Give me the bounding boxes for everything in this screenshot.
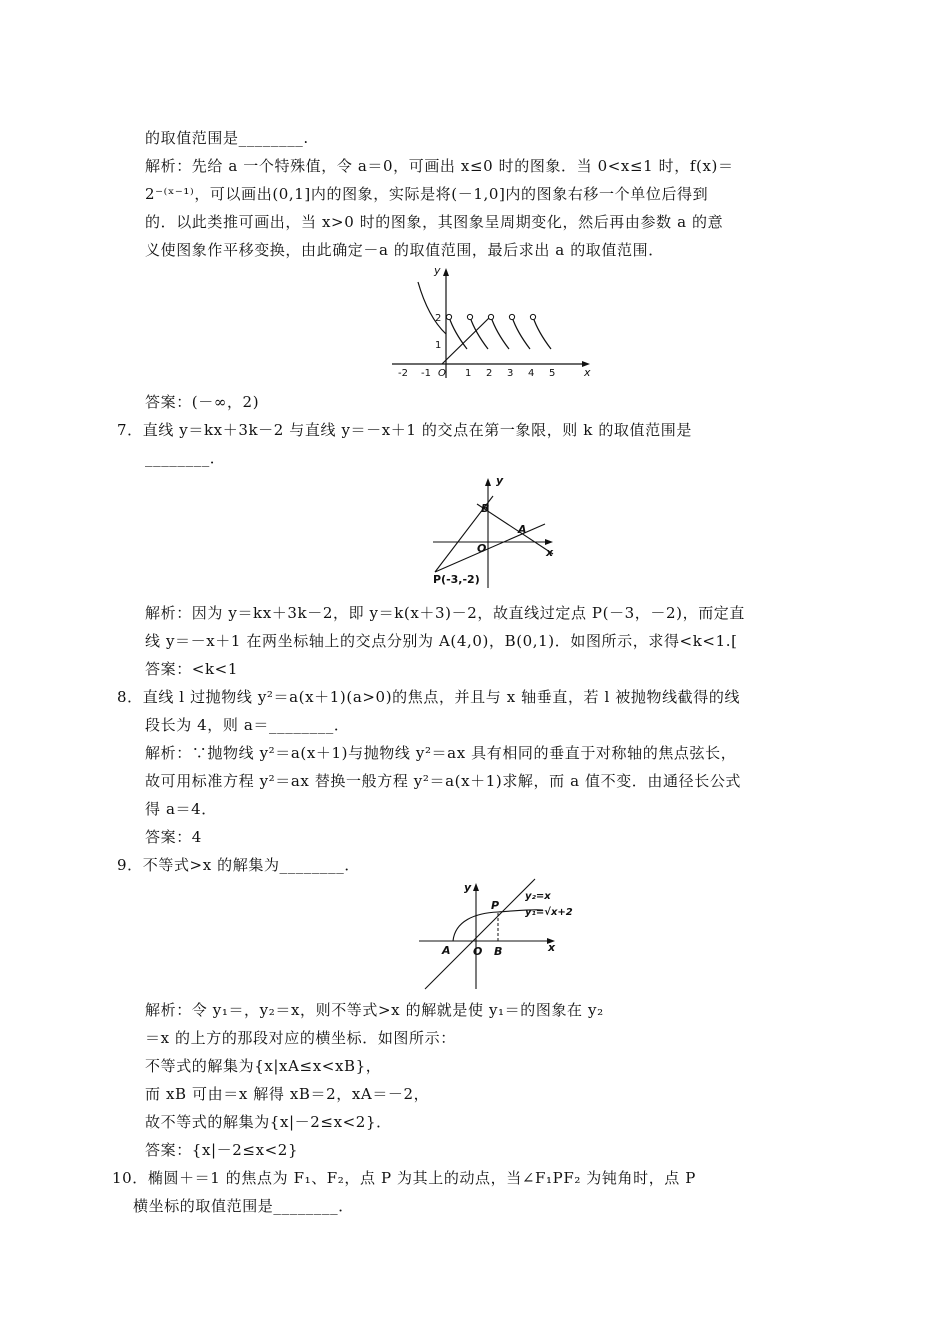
axis-label-x: x xyxy=(584,366,591,379)
x-axis-arrow xyxy=(545,539,553,545)
text-line: 解析：∵抛物线 y²＝a(x＋1)与抛物线 y²＝ax 具有相同的垂直于对称轴的焦点弦长， xyxy=(145,744,737,762)
text-line: 的取值范围是________. xyxy=(145,129,309,147)
text-line: 解析：因为 y＝kx＋3k－2，即 y＝k(x＋3)－2，故直线过定点 P(－3，－2)，而定直 xyxy=(145,604,746,622)
origin-label: O xyxy=(477,542,487,555)
line-y2 xyxy=(425,879,535,989)
text-line: 解析：先给 a 一个特殊值，令 a＝0，可画出 x≤0 时的图象．当 0<x≤1 时，f(x)＝ xyxy=(145,157,734,175)
text-line: 的．以此类推可画出，当 x>0 时的图象，其图象呈周期变化，然后再由参数 a 的意 xyxy=(145,213,724,231)
answer-line: 答案：<k<1 xyxy=(145,660,238,678)
figure-lines-intersection xyxy=(425,472,565,590)
curve-1 xyxy=(449,317,467,349)
open-point xyxy=(467,314,472,319)
y-axis-arrow xyxy=(485,478,491,486)
tick-label: 2 xyxy=(486,368,493,379)
tick-label: 5 xyxy=(549,368,556,379)
text-line: 2⁻⁽ˣ⁻¹⁾，可以画出(0,1]内的图象，实际是将(－1,0]内的图象右移一个单位后得到 xyxy=(145,185,709,203)
text-line: 而 xB 可由＝x 解得 xB＝2，xA＝－2， xyxy=(145,1085,430,1103)
figure-periodic-graph xyxy=(390,262,600,380)
point-label-B: B xyxy=(481,502,490,515)
curve-4 xyxy=(512,317,530,349)
point-label-P: P xyxy=(491,899,500,912)
line-through-A xyxy=(435,524,545,572)
curve-5 xyxy=(533,317,551,349)
axis-label-x: x xyxy=(546,546,554,559)
curve-3 xyxy=(491,317,509,349)
point-label-P: P(-3,-2) xyxy=(433,573,480,586)
tick-label: 3 xyxy=(507,368,514,379)
text-line: 段长为 4，则 a＝________． xyxy=(145,716,350,734)
question-8: 8．直线 l 过抛物线 y²＝a(x＋1)(a>0)的焦点，并且与 x 轴垂直，若 l 被抛物线截得的线 xyxy=(117,688,741,706)
tick-label: 1 xyxy=(435,340,442,351)
answer-line: 答案：{x|－2≤x<2} xyxy=(145,1141,299,1159)
axis-label-y: y xyxy=(464,881,472,894)
tick-label: 1 xyxy=(465,368,472,379)
origin-label: O xyxy=(473,945,483,958)
label-y2: y₂=x xyxy=(525,891,551,902)
tick-label: 2 xyxy=(435,313,442,324)
y-axis-arrow xyxy=(473,883,479,891)
open-point xyxy=(530,314,535,319)
answer-line: 答案：(－∞，2) xyxy=(145,393,260,411)
y-axis-arrow xyxy=(443,268,449,276)
answer-line: 答案：4 xyxy=(145,828,202,846)
question-9: 9．不等式>x 的解集为________． xyxy=(117,856,360,874)
origin-label: O xyxy=(438,368,446,379)
axis-label-x: x xyxy=(548,941,556,954)
open-point xyxy=(446,314,451,319)
text-line: 故可用标准方程 y²＝ax 替换一般方程 y²＝a(x＋1)求解，而 a 值不变．由通径长公式 xyxy=(145,772,742,790)
text-line: 得 a＝4． xyxy=(145,800,217,818)
point-label-B: B xyxy=(494,945,503,958)
axis-label-y: y xyxy=(496,474,504,487)
text-line: 义使图象作平移变换，由此确定－a 的取值范围，最后求出 a 的取值范围． xyxy=(145,241,664,259)
question-10: 10．椭圆＋＝1 的焦点为 F₁、F₂，点 P 为其上的动点，当∠F₁PF₂ 为钝角时，点 P xyxy=(112,1169,696,1187)
tick-label: -1 xyxy=(421,368,431,379)
label-y1: y₁=√x+2 xyxy=(525,907,573,918)
text-line: 解析：令 y₁＝，y₂＝x，则不等式>x 的解就是使 y₁＝的图象在 y₂ xyxy=(145,1001,604,1019)
text-line: 不等式的解集为{x|xA≤x<xB}， xyxy=(145,1057,382,1075)
open-point xyxy=(509,314,514,319)
point-label-A: A xyxy=(518,523,527,536)
axis-label-y: y xyxy=(434,264,441,277)
question-7: 7．直线 y＝kx＋3k－2 与直线 y＝－x＋1 的交点在第一象限，则 k 的取值范围是 xyxy=(117,421,692,439)
point-label-A: A xyxy=(442,944,451,957)
text-line: 故不等式的解集为{x|－2≤x<2}． xyxy=(145,1113,392,1131)
curve-left xyxy=(418,282,446,334)
text-line: 线 y＝－x＋1 在两坐标轴上的交点分别为 A(4,0)，B(0,1)．如图所示，求得<k<1.[ xyxy=(145,632,738,650)
figure-sqrt-graph xyxy=(415,877,580,992)
answer-blank: ________． xyxy=(145,449,226,467)
open-point xyxy=(488,314,493,319)
text-line: ＝x 的上方的那段对应的横坐标．如图所示： xyxy=(145,1029,456,1047)
text-line: 横坐标的取值范围是________． xyxy=(133,1197,354,1215)
diagonal-line xyxy=(442,317,490,364)
tick-label: -2 xyxy=(398,368,408,379)
tick-label: 4 xyxy=(528,368,535,379)
